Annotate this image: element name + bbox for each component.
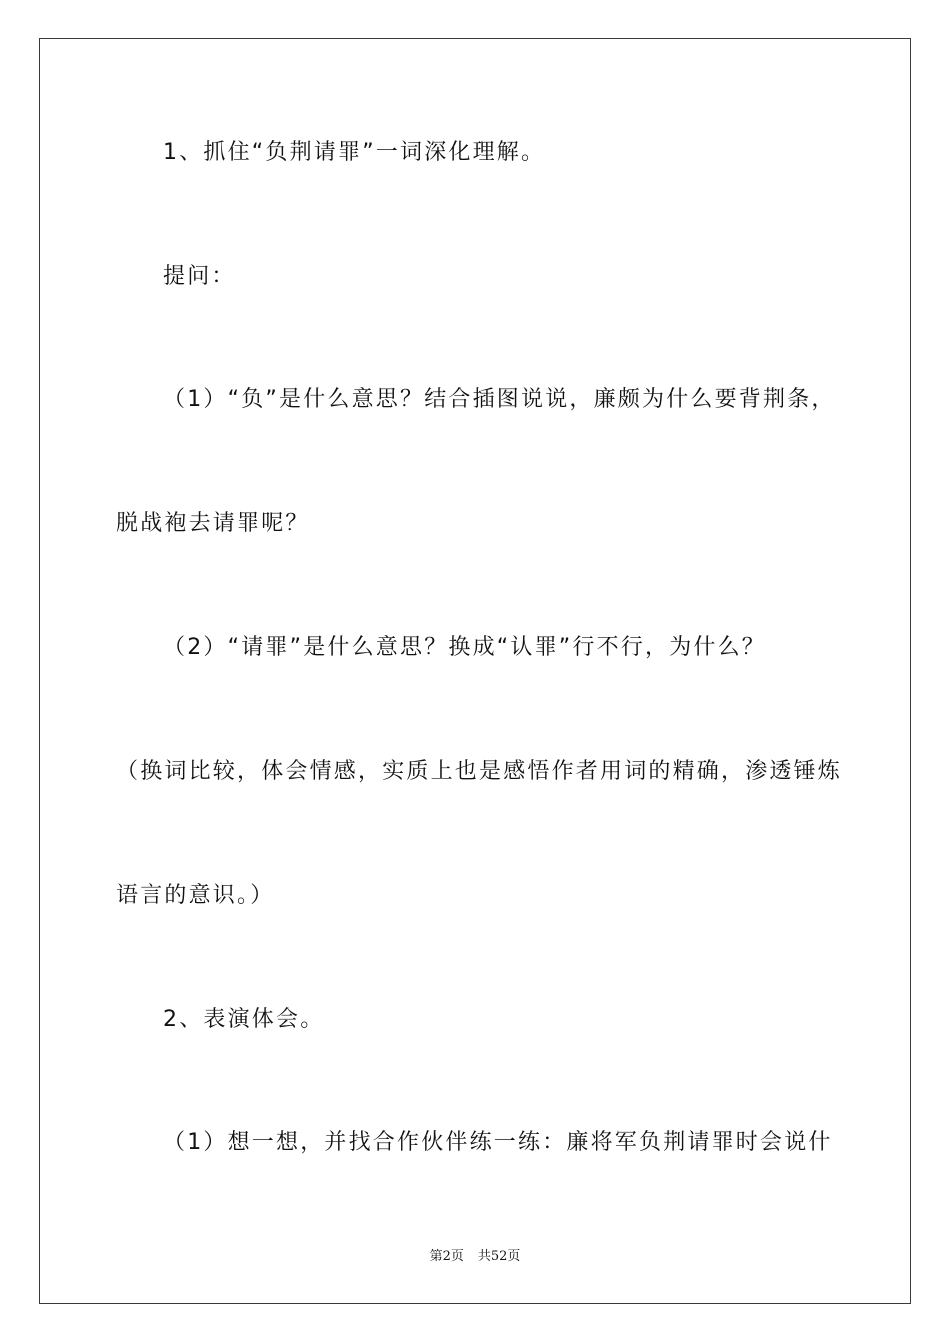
page-footer bbox=[0, 1248, 950, 1266]
section-heading-1: 1、抓住“负荆请罪”一词深化理解。 bbox=[163, 140, 546, 165]
section-heading-2: 2、表演体会。 bbox=[163, 1007, 325, 1032]
question-1-line-2: 脱战袍去请罪呢？ bbox=[116, 511, 310, 536]
page-border bbox=[39, 38, 911, 1304]
question-label: 提问： bbox=[163, 264, 236, 289]
note-line-1: （换词比较，体会情感，实质上也是感悟作者用词的精确，渗透锤炼 bbox=[116, 759, 843, 784]
task-1: （1）想一想，并找合作伙伴练一练：廉将军负荆请罪时会说什 bbox=[163, 1130, 833, 1155]
question-2: （2）“请罪”是什么意思？换成“认罪”行不行，为什么？ bbox=[163, 635, 766, 660]
note-line-2: 语言的意识。） bbox=[116, 883, 275, 908]
question-1-line-1: （1）“负”是什么意思？结合插图说说，廉颇为什么要背荆条， bbox=[163, 387, 836, 412]
page-number: 第2页 bbox=[429, 1249, 464, 1264]
page-total: 共52页 bbox=[477, 1249, 521, 1264]
